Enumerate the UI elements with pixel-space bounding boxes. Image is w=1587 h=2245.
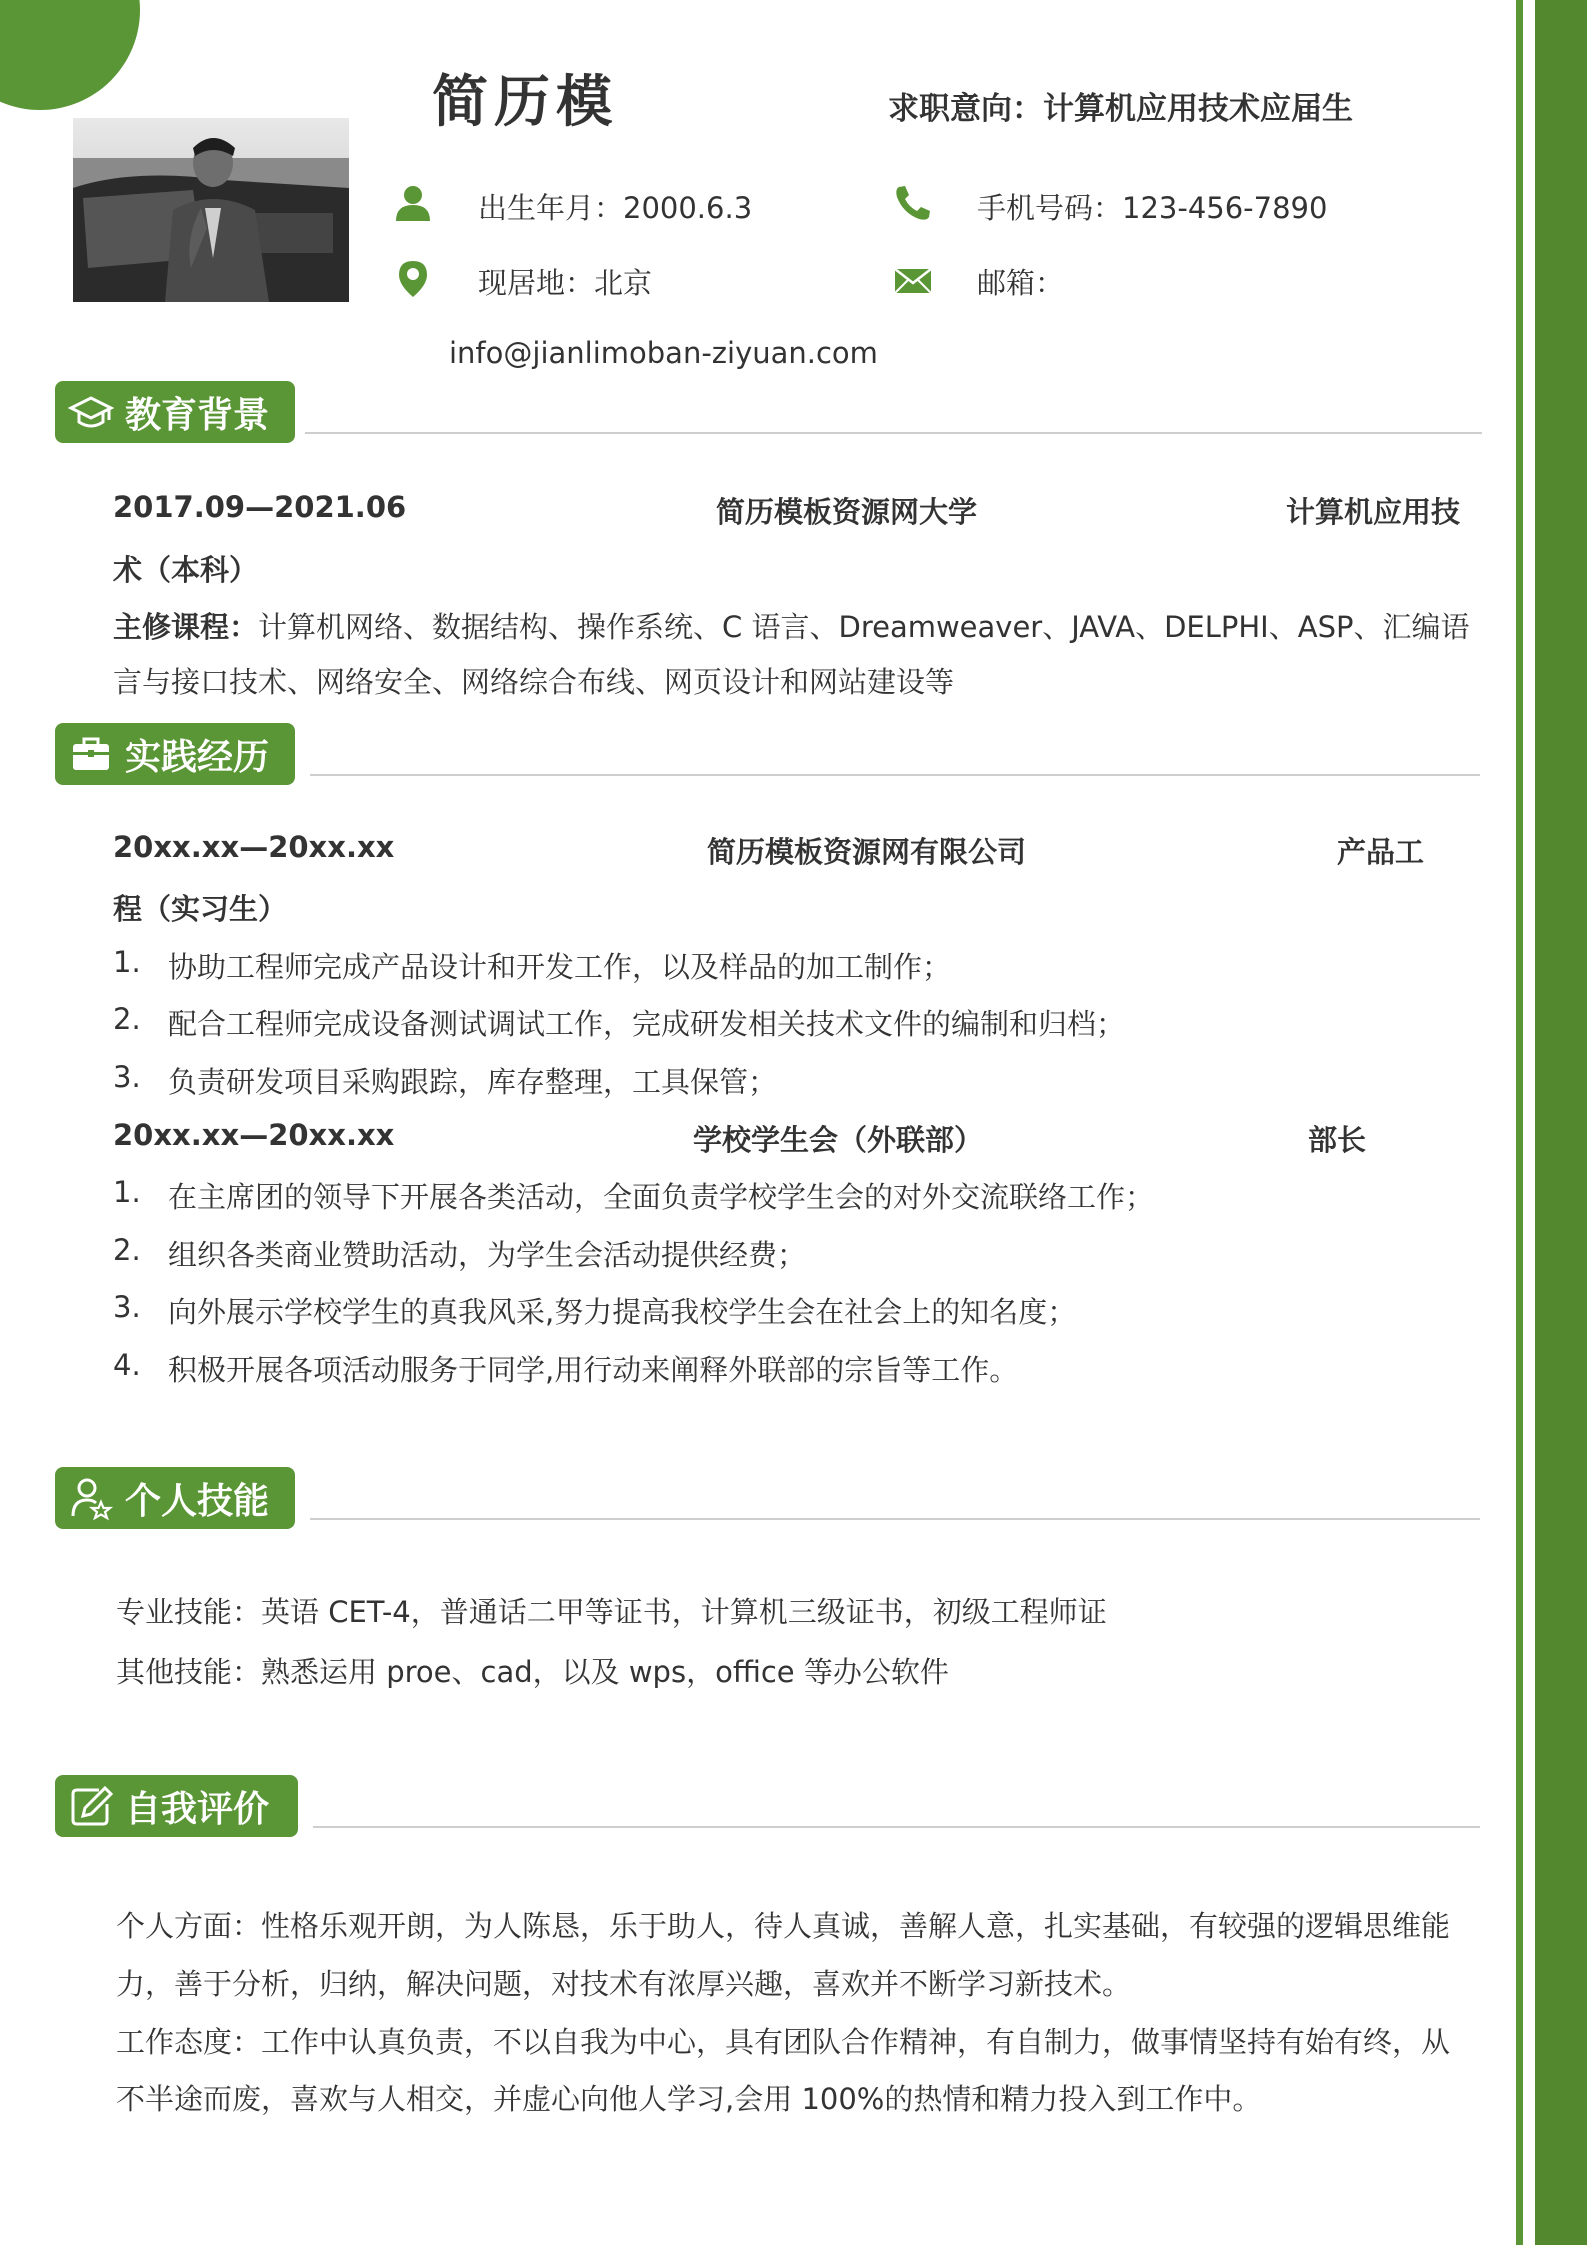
- list-item: [113, 1348, 1019, 1387]
- edit-icon: [69, 1784, 113, 1828]
- courses-text: 计算机网络、数据结构、操作系统、C 语言、Dreamweaver、JAVA、DELPHI、ASP、汇编语: [258, 610, 1470, 644]
- person-icon: [393, 183, 433, 223]
- courses-label: 主修课程：: [113, 610, 259, 644]
- professional-skills: 专业技能：英语 CET-4，普通话二甲等证书，计算机三级证书，初级工程师证: [116, 1595, 1107, 1629]
- section-title: 教育背景: [125, 394, 270, 436]
- self-eval-line: 个人方面：性格乐观开朗，为人陈恳，乐于助人，待人真诚，善解人意，扎实基础，有较强的逻辑思维能: [116, 1909, 1451, 1943]
- briefcase-icon: [69, 732, 113, 776]
- side-stripe-thin: [1516, 0, 1523, 2245]
- list-text: 组织各类商业赞助活动，为学生会活动提供经费；: [168, 1238, 807, 1272]
- list-number: 3.: [113, 1290, 141, 1324]
- job2-role: 部长: [1308, 1123, 1367, 1157]
- list-text: 协助工程师完成产品设计和开发工作，以及样品的加工制作；: [168, 950, 952, 984]
- section-education-header: [55, 381, 295, 443]
- corner-decoration: [0, 0, 140, 110]
- list-number: 3.: [113, 1060, 141, 1094]
- section-divider: [310, 1518, 1480, 1520]
- courses-text-cont: 言与接口技术、网络安全、网络综合布线、网页设计和网站建设等: [113, 665, 955, 699]
- job1-period: 20xx.xx—20xx.xx: [113, 830, 395, 864]
- list-item: [113, 1060, 778, 1099]
- list-item: [113, 1002, 1126, 1041]
- section-divider: [305, 432, 1482, 434]
- other-skills: 其他技能：熟悉运用 proe、cad，以及 wps，office 等办公软件: [116, 1655, 949, 1689]
- list-text: 在主席团的领导下开展各类活动，全面负责学校学生会的对外交流联络工作；: [168, 1180, 1155, 1214]
- birth-date: 出生年月：2000.6.3: [478, 191, 753, 225]
- courses-line-2-clipped: [113, 660, 1413, 699]
- list-text: 负责研发项目采购跟踪，库存整理，工具保管；: [168, 1065, 778, 1099]
- list-text: 向外展示学校学生的真我风采,努力提高我校学生会在社会上的知名度；: [168, 1295, 1077, 1329]
- user-star-icon: [69, 1476, 113, 1520]
- section-practice-header: [55, 723, 295, 785]
- list-item: [113, 945, 952, 984]
- courses-line: [113, 605, 1469, 646]
- job1-role-cont: 程（实习生）: [113, 892, 288, 926]
- list-text: 配合工程师完成设备测试调试工作，完成研发相关技术文件的编制和归档；: [168, 1007, 1126, 1041]
- current-location: 现居地：北京: [478, 266, 653, 300]
- list-number: 1.: [113, 1175, 141, 1209]
- envelope-icon: [893, 261, 933, 301]
- job-intention: 求职意向：计算机应用技术应届生: [888, 91, 1353, 127]
- job1-role: 产品工: [1337, 835, 1425, 869]
- email-label: 邮箱：: [977, 266, 1065, 300]
- list-number: 2.: [113, 1002, 141, 1036]
- phone-icon: [893, 183, 933, 223]
- list-number: 1.: [113, 945, 141, 979]
- phone-number: 手机号码：123-456-7890: [977, 191, 1328, 225]
- list-item: [113, 1233, 807, 1272]
- profile-photo: [73, 118, 349, 302]
- list-text: 积极开展各项活动服务于同学,用行动来阐释外联部的宗旨等工作。: [168, 1353, 1019, 1387]
- job2-org: 学校学生会（外联部）: [693, 1123, 984, 1157]
- section-divider: [313, 1826, 1480, 1828]
- side-stripe-thick: [1535, 0, 1587, 2245]
- education-period: 2017.09—2021.06: [113, 490, 407, 524]
- section-skills-header: [55, 1467, 295, 1529]
- self-eval-line: 力，善于分析，归纳，解决问题，对技术有浓厚兴趣，喜欢并不断学习新技术。: [116, 1967, 1132, 2001]
- job1-org: 简历模板资源网有限公司: [707, 835, 1027, 869]
- section-self-eval-header: [55, 1775, 298, 1837]
- section-title: 自我评价: [125, 1788, 270, 1830]
- list-number: 4.: [113, 1348, 141, 1382]
- list-number: 2.: [113, 1233, 141, 1267]
- job2-period: 20xx.xx—20xx.xx: [113, 1118, 395, 1152]
- list-item: [113, 1290, 1077, 1329]
- graduation-cap-icon: [69, 390, 113, 434]
- email-value: info@jianlimoban-ziyuan.com: [449, 336, 878, 370]
- location-pin-icon: [393, 259, 433, 299]
- section-title: 个人技能: [125, 1480, 270, 1522]
- self-eval-line: 不半途而废，喜欢与人相交，并虚心向他人学习,会用 100%的热情和精力投入到工作中。: [116, 2082, 1262, 2116]
- education-school: 简历模板资源网大学: [716, 495, 978, 529]
- list-item: [113, 1175, 1155, 1214]
- education-major-cont: 术（本科）: [113, 553, 259, 587]
- section-divider: [310, 774, 1480, 776]
- section-title: 实践经历: [125, 736, 270, 778]
- education-major: 计算机应用技: [1286, 495, 1461, 529]
- self-eval-line: 工作态度：工作中认真负责，不以自我为中心，具有团队合作精神，有自制力，做事情坚持有始有终，从: [116, 2025, 1451, 2059]
- page-title: 简历模: [432, 70, 618, 135]
